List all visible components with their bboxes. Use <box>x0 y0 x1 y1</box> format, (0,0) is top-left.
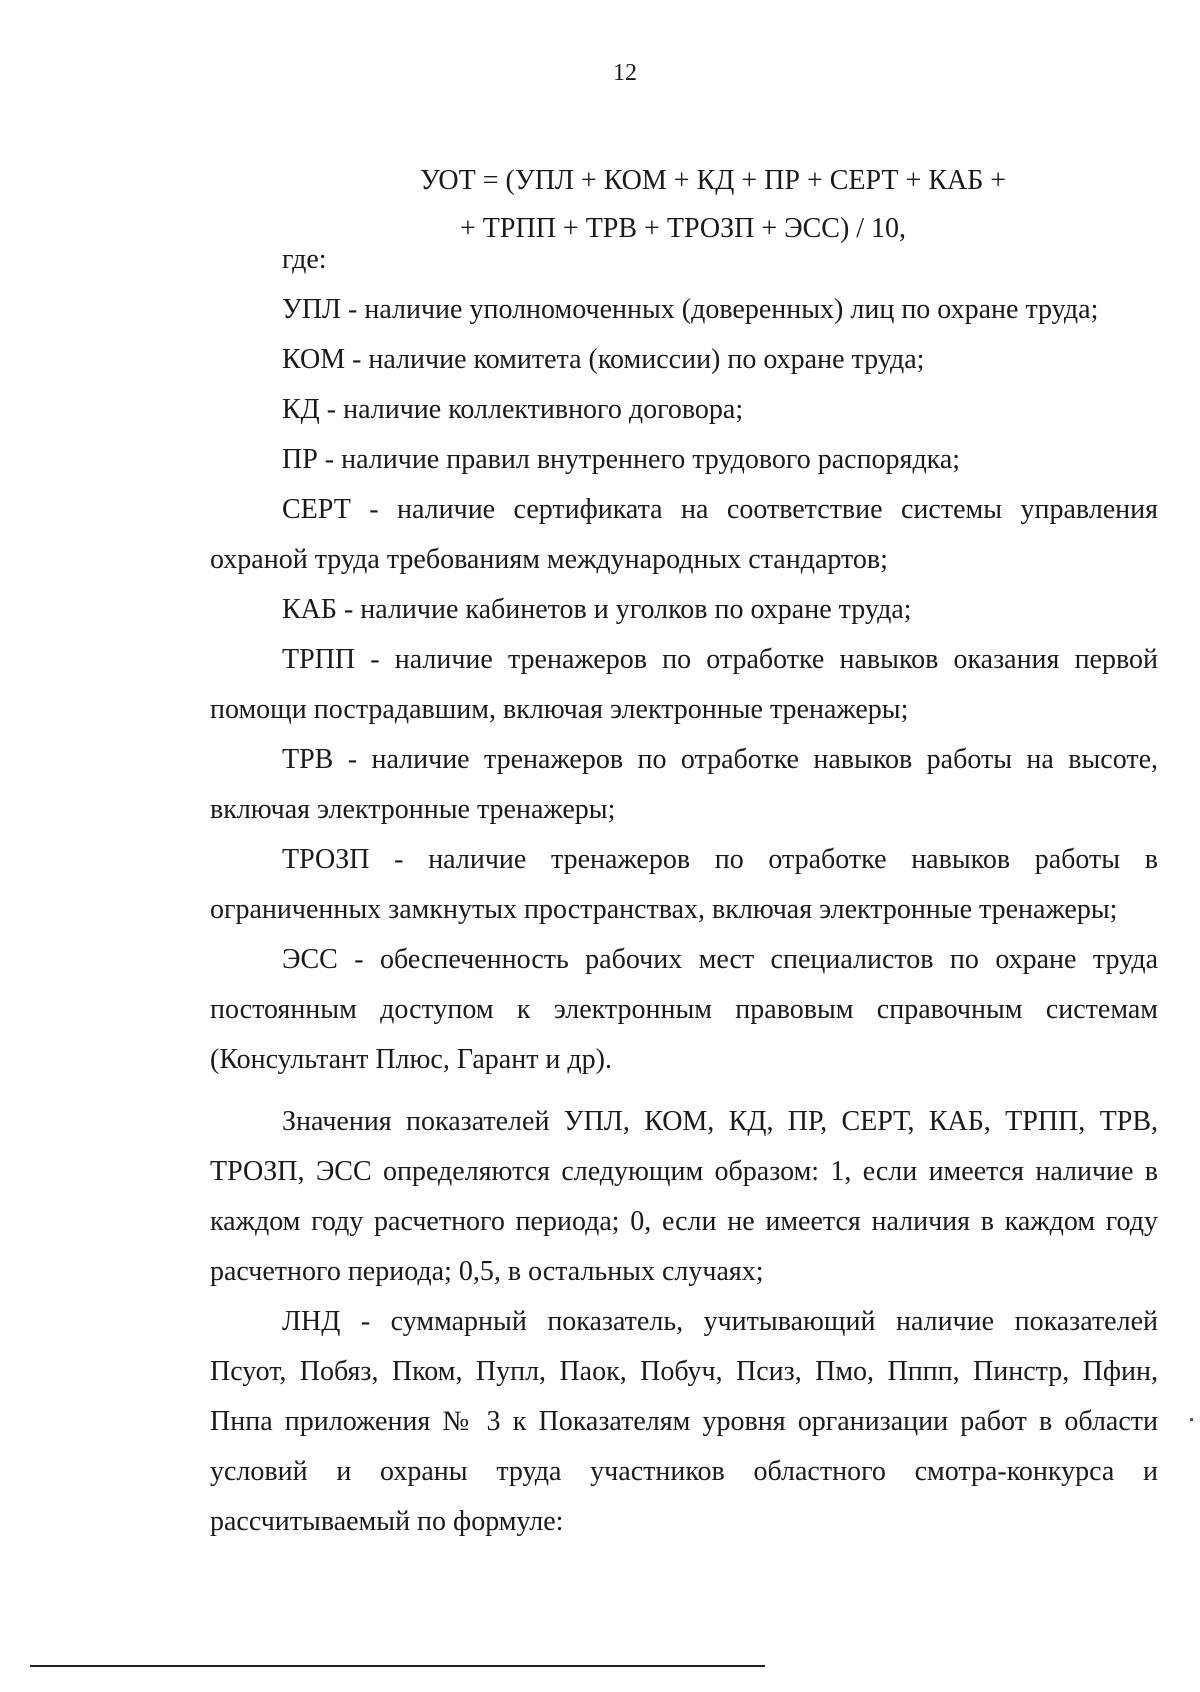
paragraph-kd: КД - наличие коллективного договора; <box>282 394 744 425</box>
formula-line-2: + ТРПП + ТРВ + ТРОЗП + ЭСС) / 10, <box>460 213 907 244</box>
paragraph-lnd: ЛНД - суммарный показатель, учитывающий наличие показателей Псуот, Побяз, Пком, Пупл, Паок, Побуч, Псиз, Пмо, Пппп, Пинстр, Пфин, Пнпа приложения № 3 к Показателям уровня организации работ в области условий и охраны труда участников областного смотра-конкурса и рассчитываемый по формуле: <box>210 1306 1158 1537</box>
paragraph-upl: УПЛ - наличие уполномоченных (доверенных) лиц по охране труда; <box>282 294 1099 325</box>
paragraph-sert: СЕРТ - наличие сертификата на соответствие системы управления охраной труда требованиям международных стандартов; <box>210 494 1158 575</box>
body-text <box>210 235 1158 1547</box>
paragraph-pr: ПР - наличие правил внутреннего трудового распорядка; <box>282 444 961 475</box>
paragraph-trv: ТРВ - наличие тренажеров по отработке навыков работы на высоте, включая электронные тренажеры; <box>210 744 1158 825</box>
bottom-rule <box>30 1665 765 1667</box>
scan-mark <box>1190 1418 1193 1421</box>
paragraph-trozp: ТРОЗП - наличие тренажеров по отработке навыков работы в ограниченных замкнутых пространствах, включая электронные тренажеры; <box>210 844 1158 925</box>
paragraph-kab: КАБ - наличие кабинетов и уголков по охране труда; <box>282 594 912 625</box>
paragraph-where: где: <box>282 244 327 275</box>
paragraph-trpp: ТРПП - наличие тренажеров по отработке навыков оказания первой помощи пострадавшим, включая электронные тренажеры; <box>210 644 1158 725</box>
page-number: 12 <box>613 60 637 86</box>
formula-line-1: УОТ = (УПЛ + КОМ + КД + ПР + СЕРТ + КАБ + <box>420 165 1007 196</box>
paragraph-ess: ЭСС - обеспеченность рабочих мест специалистов по охране труда постоянным доступом к электронным правовым справочным системам (Консультант Плюс, Гарант и др). <box>210 944 1158 1075</box>
paragraph-values: Значения показателей УПЛ, КОМ, КД, ПР, СЕРТ, КАБ, ТРПП, ТРВ, ТРОЗП, ЭСС определяются следующим образом: 1, если имеется наличие в каждом году расчетного периода; 0, если не имеется наличия в каждом году расчетного периода; 0,5, в остальных случаях; <box>210 1106 1158 1287</box>
paragraph-kom: КОМ - наличие комитета (комиссии) по охране труда; <box>282 344 925 375</box>
